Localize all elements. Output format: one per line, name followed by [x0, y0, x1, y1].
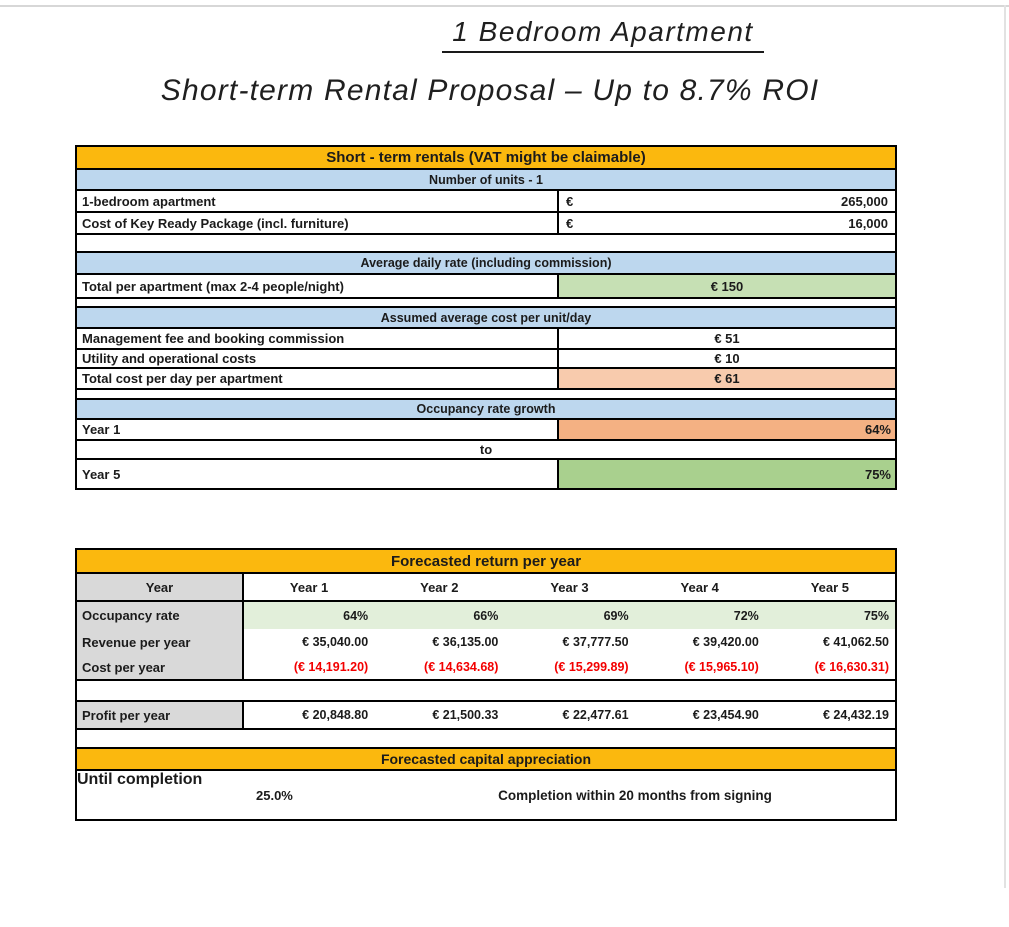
profit-y5: € 24,432.19 [822, 708, 889, 722]
profit-label: Profit per year [77, 702, 244, 728]
revenue-y5: € 41,062.50 [822, 635, 889, 649]
utility-costs-value: € 10 [714, 351, 740, 366]
year-col-header: Year [77, 574, 244, 600]
total-cost-value: € 61 [559, 369, 895, 388]
spacer-row [77, 235, 895, 253]
revenue-y4: € 39,420.00 [692, 635, 759, 649]
forecast-table [75, 548, 897, 821]
utility-costs-label: Utility and operational costs [77, 350, 559, 367]
units-header-row [77, 170, 895, 191]
occupancy-y3: 69% [504, 602, 634, 629]
revenue-y1: € 35,040.00 [302, 635, 369, 649]
cost-y3: (€ 15,299.89) [554, 660, 629, 674]
occupancy-rate-label: Occupancy rate [77, 602, 244, 629]
col-header-year3: Year 3 [550, 579, 589, 595]
table-row [77, 275, 895, 299]
page-title: 1 Bedroom Apartment [442, 16, 763, 53]
table-row [77, 369, 895, 390]
apartment-label: 1-bedroom apartment [77, 191, 559, 211]
revenue-label: Revenue per year [77, 629, 244, 655]
cost-row [77, 655, 895, 681]
cost-header-text: Assumed average cost per unit/day [380, 310, 592, 325]
currency-symbol: € [566, 193, 574, 209]
profit-y3: € 22,477.61 [562, 708, 629, 722]
occupancy-header-text: Occupancy rate growth [416, 402, 556, 416]
table-row [77, 350, 895, 369]
appreciation-percent: 25.0% [256, 787, 293, 803]
table-row [77, 420, 895, 441]
year5-occupancy: 75% [559, 460, 895, 488]
forecast-table-title [77, 550, 895, 574]
page-boundary-top [0, 5, 1009, 7]
revenue-y3: € 37,777.50 [562, 635, 629, 649]
appreciation-title-row [77, 749, 895, 771]
table-row [77, 460, 895, 488]
year1-label: Year 1 [77, 420, 559, 439]
completion-note: Completion within 20 months from signing [498, 787, 772, 803]
key-ready-label: Cost of Key Ready Package (incl. furniture) [77, 213, 559, 233]
profit-row [77, 702, 895, 730]
occupancy-y1: 64% [244, 602, 374, 629]
occupancy-y4: 72% [635, 602, 765, 629]
profit-y1: € 20,848.80 [302, 708, 369, 722]
col-header-year4: Year 4 [680, 579, 719, 595]
spacer-row [77, 299, 895, 308]
daily-rate-value: € 150 [559, 275, 895, 297]
col-header-year2: Year 2 [420, 579, 459, 595]
page-boundary-right [1004, 5, 1006, 888]
spacer-row [77, 681, 895, 702]
occupancy-rate-row [77, 602, 895, 629]
currency-symbol: € [566, 215, 574, 231]
col-header-year1: Year 1 [289, 579, 329, 595]
spacer-row [77, 390, 895, 400]
revenue-y2: € 36,135.00 [432, 635, 499, 649]
rentals-table-title [77, 147, 895, 170]
title-wrap [300, 16, 906, 53]
year1-occupancy: 64% [559, 420, 895, 439]
management-fee-label: Management fee and booking commission [77, 329, 559, 348]
until-completion-row [77, 771, 895, 819]
table-row [77, 213, 895, 235]
cost-y5: (€ 16,630.31) [814, 660, 889, 674]
rentals-table [75, 145, 897, 490]
cost-y2: (€ 14,634.68) [424, 660, 499, 674]
forecast-header-row [77, 574, 895, 602]
page-subtitle: Short-term Rental Proposal – Up to 8.7% ROI [160, 74, 820, 107]
cost-y4: (€ 15,965.10) [684, 660, 759, 674]
occupancy-y5: 75% [765, 602, 895, 629]
col-header-year5: Year 5 [810, 579, 850, 595]
occupancy-header-row [77, 400, 895, 420]
cost-label: Cost per year [77, 655, 244, 679]
cost-y1: (€ 14,191.20) [293, 660, 369, 674]
management-fee-value: € 51 [714, 331, 740, 346]
daily-rate-header-text: Average daily rate (including commission) [360, 256, 612, 270]
table-row [77, 191, 895, 213]
daily-rate-label: Total per apartment (max 2-4 people/night) [77, 275, 559, 297]
cost-header-row [77, 308, 895, 329]
revenue-row [77, 629, 895, 655]
units-header-text: Number of units - 1 [429, 172, 543, 187]
key-ready-price-cell [559, 213, 895, 233]
to-row [77, 441, 895, 460]
to-text: to [479, 442, 493, 457]
daily-rate-header-row [77, 253, 895, 275]
profit-y2: € 21,500.33 [432, 708, 499, 722]
apartment-price: 265,000 [841, 193, 888, 209]
rentals-table-title-text: Short - term rentals (VAT might be claimable) [326, 149, 646, 166]
profit-y4: € 23,454.90 [692, 708, 759, 722]
forecast-table-title-text: Forecasted return per year [390, 552, 582, 570]
apartment-price-cell [559, 191, 895, 211]
key-ready-price: 16,000 [848, 215, 888, 231]
until-completion-label: Until completion [77, 771, 203, 788]
occupancy-y2: 66% [374, 602, 504, 629]
year5-label: Year 5 [77, 460, 559, 488]
table-row [77, 329, 895, 350]
total-cost-label: Total cost per day per apartment [77, 369, 559, 388]
spacer-row [77, 730, 895, 749]
appreciation-title-text: Forecasted capital appreciation [380, 751, 592, 767]
